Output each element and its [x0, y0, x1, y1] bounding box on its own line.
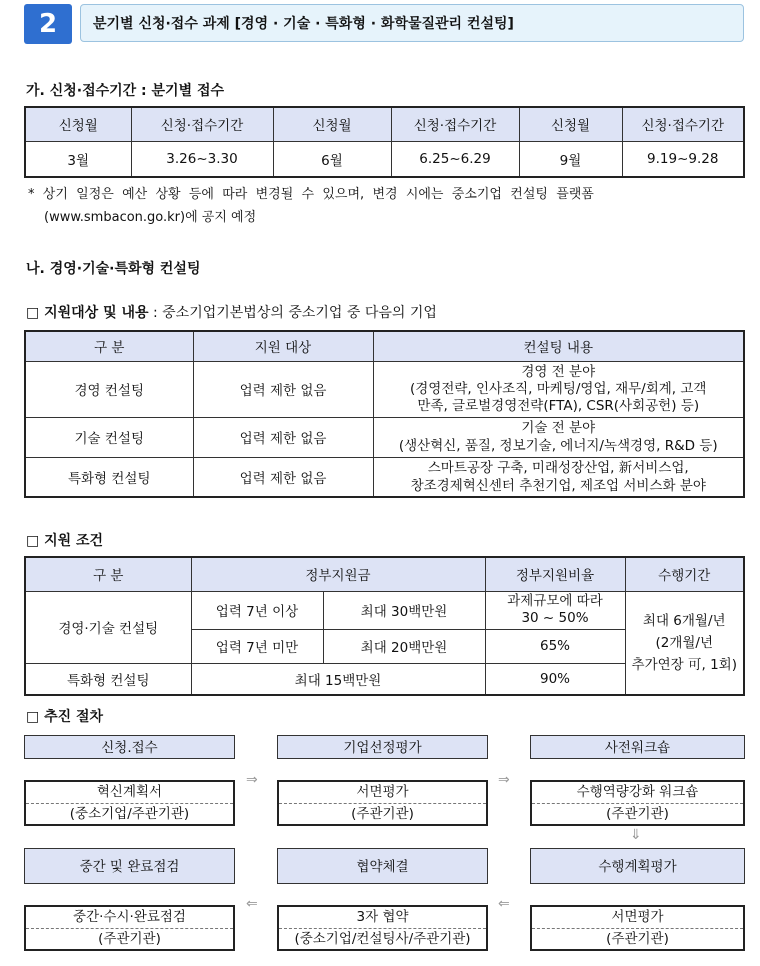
content-line: 창조경제혁신센터 추천기업, 제조업 서비스화 분야: [410, 477, 706, 494]
consulting-type: 기술 컨설팅: [25, 417, 193, 457]
step-box-plan-eval: [530, 905, 745, 951]
step-line: (중소기업/컨설팅사/주관기관): [294, 931, 471, 947]
ratio-line: 과제규모에 따라: [507, 593, 603, 609]
procedure-heading: □ 추진 절차: [26, 709, 104, 725]
conditions-amount: 최대 30백만원: [323, 591, 485, 629]
step-box-inspection: [24, 905, 235, 951]
period-cell: 3.26~3.30: [131, 141, 273, 177]
consulting-target: 업력 제한 없음: [193, 417, 373, 457]
arrow-right-icon: ⇒: [246, 772, 258, 788]
step-line: 중간·수시·완료점검: [26, 907, 233, 929]
step-line: 수행역량강화 워크숍: [532, 782, 743, 804]
conditions-header: 정부지원금: [191, 557, 485, 591]
step-line: 서면평가: [279, 782, 486, 804]
content-line: (경영전략, 인사조직, 마케팅/영업, 재무/회계, 고객: [410, 380, 707, 397]
content-line: 스마트공장 구축, 미래성장산업, 新서비스업,: [427, 459, 689, 476]
consulting-type: 특화형 컨설팅: [25, 457, 193, 497]
period-header: 신청월: [273, 107, 391, 141]
conditions-heading: □ 지원 조건: [26, 533, 104, 549]
step-box-contract: [277, 905, 488, 951]
step-line: 혁신계획서: [26, 782, 233, 804]
consulting-header: 지원 대상: [193, 331, 373, 361]
consulting-table: [24, 330, 745, 498]
content-line: 만족, 글로벌경영전략(FTA), CSR(사회공헌) 등): [417, 397, 700, 414]
step-line: (주관기관): [98, 931, 161, 947]
target-desc: : 중소기업기본법상의 중소기업 중 다음의 기업: [148, 305, 437, 321]
conditions-ratio: 65%: [485, 629, 625, 663]
conditions-period: [625, 591, 744, 695]
section-title: 분기별 신청·접수 과제 [경영 · 기술 · 특화형 · 화학물질관리 컨설팅]: [80, 4, 744, 42]
step-head-inspection: 중간 및 완료점검: [24, 848, 235, 884]
step-head-selection: 기업선정평가: [277, 735, 488, 759]
period-cell: 6.25~6.29: [391, 141, 519, 177]
content-line: (생산혁신, 품질, 정보기술, 에너지/녹색경영, R&D 등): [398, 438, 718, 454]
conditions-age: 업력 7년 이상: [191, 591, 323, 629]
arrow-left-icon: ⇐: [246, 896, 258, 912]
step-box-selection: [277, 780, 488, 826]
ratio-line: 30 ~ 50%: [521, 610, 589, 626]
period-header: 신청·접수기간: [131, 107, 273, 141]
conditions-ratio: [485, 591, 625, 629]
conditions-type: 경영·기술 컨설팅: [25, 591, 191, 663]
step-line: (주관기관): [351, 806, 414, 822]
conditions-amount: 최대 20백만원: [323, 629, 485, 663]
period-header: 신청·접수기간: [391, 107, 519, 141]
period-note-2: (www.smbacon.go.kr)에 공지 예정: [44, 210, 257, 225]
content-line: 기술 전 분야: [521, 420, 596, 436]
arrow-down-icon: ⇓: [630, 827, 642, 843]
step-line: 서면평가: [532, 907, 743, 929]
consulting-header: 컨설팅 내용: [373, 331, 744, 361]
conditions-table: [24, 556, 745, 696]
consulting-type: 경영 컨설팅: [25, 361, 193, 417]
period-header: 신청월: [25, 107, 131, 141]
step-head-apply: 신청.접수: [24, 735, 235, 759]
consulting-heading: 나. 경영·기술·특화형 컨설팅: [26, 261, 201, 277]
period-table: [24, 106, 745, 178]
content-line: 경영 전 분야: [521, 363, 596, 380]
conditions-amount: 최대 15백만원: [191, 663, 485, 695]
period-cell: 6월: [273, 141, 391, 177]
conditions-header: 수행기간: [625, 557, 744, 591]
step-line: (중소기업/주관기관): [69, 806, 190, 822]
period-line: (2개월/년: [655, 634, 714, 651]
target-label: □ 지원대상 및 내용: [26, 305, 149, 321]
period-cell: 9월: [519, 141, 622, 177]
period-cell: 9.19~9.28: [622, 141, 744, 177]
step-box-workshop: [530, 780, 745, 826]
step-head-workshop: 사전워크숍: [530, 735, 745, 759]
period-line: 추가연장 可, 1회): [631, 656, 737, 673]
arrow-right-icon: ⇒: [498, 772, 510, 788]
step-box-apply: [24, 780, 235, 826]
consulting-target: 업력 제한 없음: [193, 361, 373, 417]
period-heading: 가. 신청·접수기간 : 분기별 접수: [26, 83, 225, 99]
target-heading: [26, 302, 437, 322]
consulting-content: [373, 417, 744, 457]
conditions-age: 업력 7년 미만: [191, 629, 323, 663]
consulting-content: [373, 361, 744, 417]
conditions-type: 특화형 컨설팅: [25, 663, 191, 695]
consulting-content: [373, 457, 744, 497]
period-line: 최대 6개월/년: [642, 612, 726, 629]
step-head-contract: 협약체결: [277, 848, 488, 884]
consulting-header: 구 분: [25, 331, 193, 361]
consulting-target: 업력 제한 없음: [193, 457, 373, 497]
period-header: 신청·접수기간: [622, 107, 744, 141]
conditions-header: 구 분: [25, 557, 191, 591]
arrow-left-icon: ⇐: [498, 896, 510, 912]
step-line: 3자 협약: [279, 907, 486, 929]
section-number: 2: [24, 4, 72, 44]
step-head-plan-eval: 수행계획평가: [530, 848, 745, 884]
period-header: 신청월: [519, 107, 622, 141]
conditions-ratio: 90%: [485, 663, 625, 695]
period-cell: 3월: [25, 141, 131, 177]
step-line: (주관기관): [606, 931, 669, 947]
step-line: (주관기관): [606, 806, 669, 822]
conditions-header: 정부지원비율: [485, 557, 625, 591]
period-note: * 상기 일정은 예산 상황 등에 따라 변경될 수 있으며, 변경 시에는 중소기업 컨설팅 플랫폼: [28, 187, 594, 202]
